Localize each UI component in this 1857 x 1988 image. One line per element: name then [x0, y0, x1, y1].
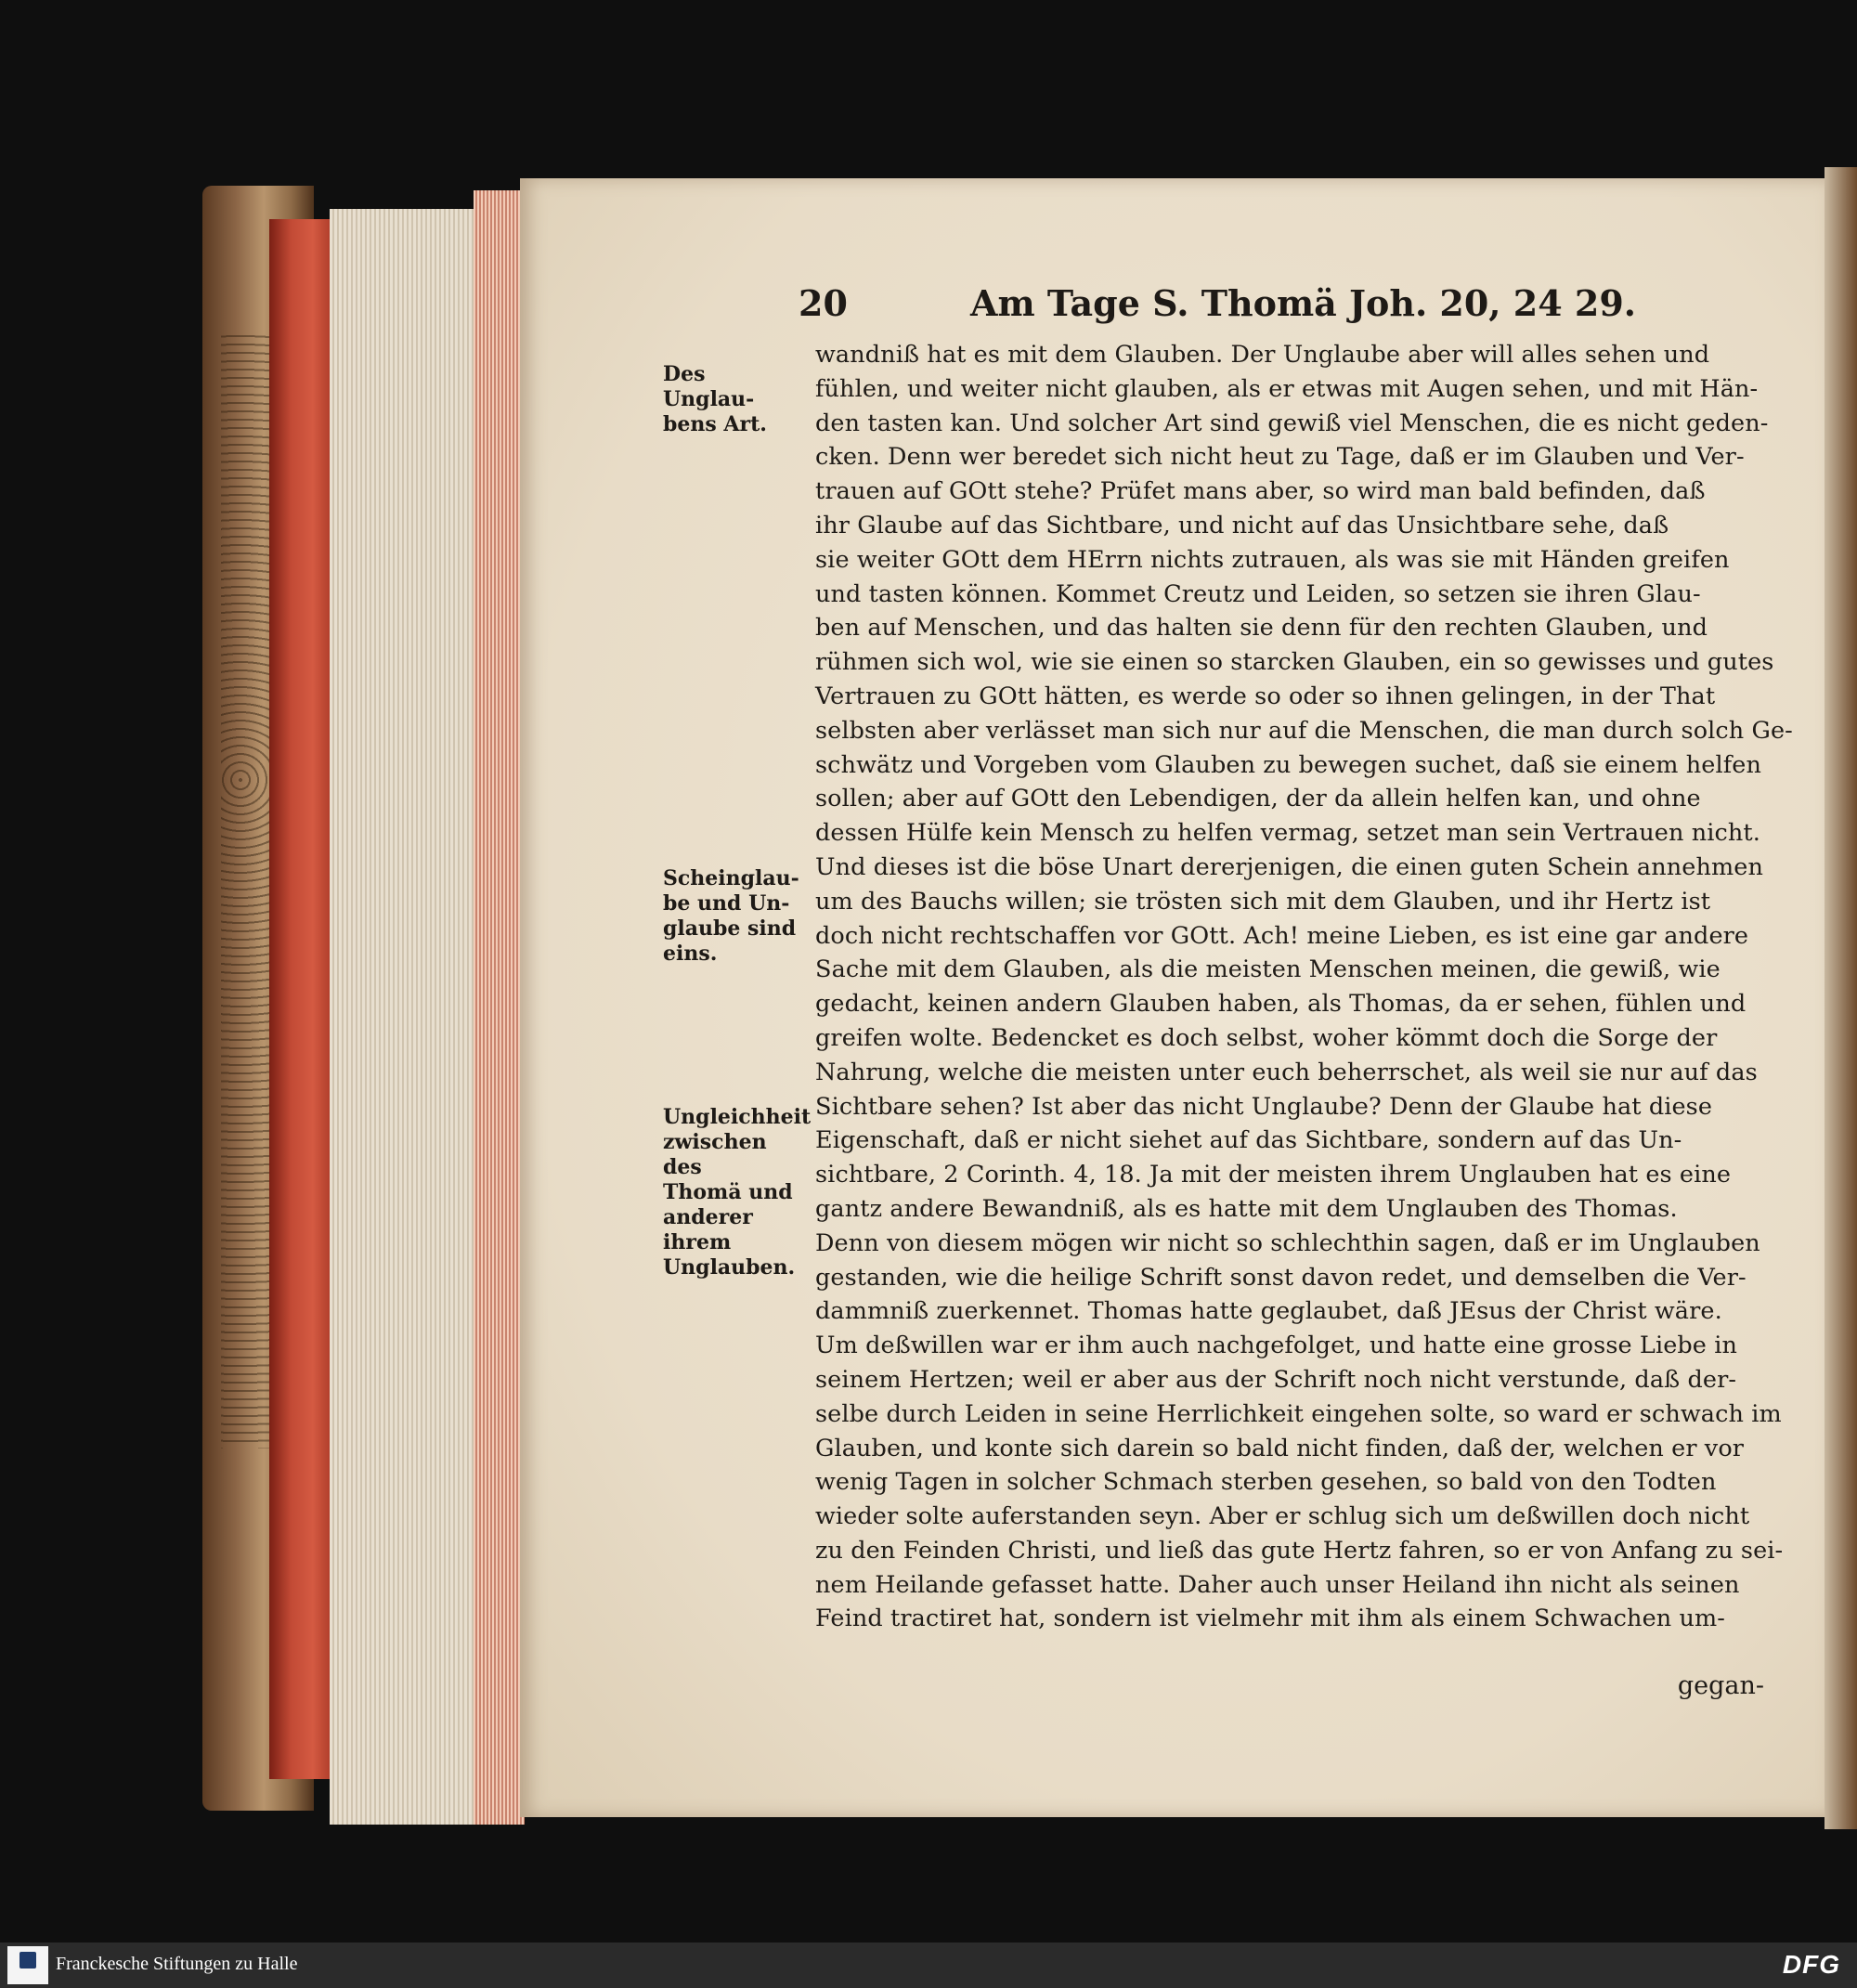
text-line: selbsten aber verlässet man sich nur auf die Menschen, die man durch solch Ge- [815, 716, 1793, 745]
text-line: gantz andere Bewandniß, als es hatte mit dem Unglauben des Thomas. [815, 1194, 1678, 1223]
text-line: Feind tractiret hat, sondern ist vielmehr mit ihm als einem Schwachen um- [815, 1605, 1726, 1633]
text-line: gedacht, keinen andern Glauben haben, als Thomas, da er sehen, fühlen und [815, 990, 1747, 1019]
text-line: rühmen sich wol, wie sie einen so starcken Glauben, ein so gewisses und gutes [815, 648, 1774, 677]
text-line: um des Bauchs willen; sie trösten sich mit dem Glauben, und ihr Hertz ist [815, 887, 1711, 916]
text-line: Sichtbare sehen? Ist aber das nicht Unglaube? Denn der Glaube hat diese [815, 1092, 1713, 1121]
book-cover-right [1825, 167, 1857, 1829]
text-line: Und dieses ist die böse Unart dererjenigen, die einen guten Schein annehmen [815, 852, 1763, 881]
text-line: greifen wolte. Bedencket es doch selbst, woher kömmt doch die Sorge der [815, 1023, 1718, 1052]
text-line: sichtbare, 2 Corinth. 4, 18. Ja mit der meisten ihrem Unglauben hat es eine [815, 1161, 1732, 1189]
text-line: seinem Hertzen; weil er aber aus der Schrift noch nicht verstunde, daß der- [815, 1365, 1737, 1394]
text-line: fühlen, und weiter nicht glauben, als er etwas mit Augen sehen, und mit Hän- [815, 374, 1759, 403]
text-line: und tasten können. Kommet Creutz und Leiden, so setzen sie ihren Glau- [815, 579, 1701, 608]
text-line: selbe durch Leiden in seine Herrlichkeit eingehen solte, so ward er schwach im [815, 1399, 1782, 1428]
text-line: trauen auf GOtt stehe? Prüfet mans aber, so wird man bald befinden, daß [815, 477, 1706, 506]
text-line: dessen Hülfe kein Mensch zu helfen vermag, setzet man sein Vertrauen nicht. [815, 819, 1760, 848]
text-line: sie weiter GOtt dem HErrn nichts zutrauen, als was sie mit Händen greifen [815, 545, 1730, 574]
text-line: Denn von diesem mögen wir nicht so schlechthin sagen, daß er im Unglauben [815, 1228, 1760, 1257]
running-header [799, 279, 1636, 334]
margin-note: Des Unglau- bens Art. [663, 362, 767, 436]
margin-note: Ungleichheit zwischen des Thomä und anderer ihrem Unglauben. [663, 1105, 812, 1280]
text-line: Um deßwillen war er ihm auch nachgefolget, und hatte eine grosse Liebe in [815, 1332, 1737, 1360]
margin-note: Scheinglau- be und Un- glaube sind eins. [663, 866, 799, 966]
catchword: gegan- [1677, 1671, 1764, 1700]
text-line: zu den Feinden Christi, und ließ das gute Hertz fahren, so er von Anfang zu sei- [815, 1536, 1784, 1565]
text-line: Sache mit dem Glauben, als die meisten Menschen meinen, die gewiß, wie [815, 955, 1721, 984]
text-line: gestanden, wie die heilige Schrift sonst davon redet, und demselben die Ver- [815, 1263, 1747, 1292]
text-line: wenig Tagen in solcher Schmach sterben gesehen, so bald von den Todten [815, 1468, 1717, 1497]
text-line: Glauben, und konte sich darein so bald nicht finden, daß der, welchen er vor [815, 1434, 1745, 1462]
text-line: cken. Denn wer beredet sich nicht heut zu Tage, daß er im Glauben und Ver- [815, 443, 1745, 472]
text-line: ihr Glaube auf das Sichtbare, und nicht auf das Unsichtbare sehe, daß [815, 511, 1669, 539]
text-line: Eigenschaft, daß er nicht siehet auf das Sichtbare, sondern auf das Un- [815, 1126, 1682, 1155]
text-line: doch nicht rechtschaffen vor GOtt. Ach! meine Lieben, es ist eine gar andere [815, 921, 1749, 950]
institution-logo [7, 1946, 48, 1984]
text-line: schwätz und Vorgeben vom Glauben zu bewegen suchet, daß sie einem helfen [815, 750, 1761, 779]
viewer-footer [0, 1943, 1857, 1988]
text-line: den tasten kan. Und solcher Art sind gewiß viel Menschen, die es nicht geden- [815, 409, 1769, 437]
text-line: dammniß zuerkennet. Thomas hatte geglaubet, daß JEsus der Christ wäre. [815, 1297, 1722, 1326]
page-number: 20 [799, 282, 848, 324]
dfg-logo: DFG [1782, 1950, 1840, 1979]
page-fore-edge [474, 190, 525, 1825]
running-title: Am Tage S. Thomä Joh. 20, 24 29. [970, 282, 1636, 324]
body-text [815, 338, 1793, 1636]
institution-label: Franckesche Stiftungen zu Halle [56, 1954, 298, 1974]
text-line: ben auf Menschen, und das halten sie denn für den rechten Glauben, und [815, 614, 1708, 643]
text-line: nem Heilande gefasset hatte. Daher auch unser Heiland ihn nicht als seinen [815, 1570, 1740, 1599]
text-line: wandniß hat es mit dem Glauben. Der Unglaube aber will alles sehen und [815, 341, 1710, 369]
text-line: Nahrung, welche die meisten unter euch beherrschet, als weil sie nur auf das [815, 1058, 1758, 1086]
text-line: Vertrauen zu GOtt hätten, es werde so oder so ihnen gelingen, in der That [815, 682, 1716, 710]
text-line: sollen; aber auf GOtt den Lebendigen, der da allein helfen kan, und ohne [815, 785, 1701, 813]
text-line: wieder solte auferstanden seyn. Aber er schlug sich um deßwillen doch nicht [815, 1502, 1750, 1531]
